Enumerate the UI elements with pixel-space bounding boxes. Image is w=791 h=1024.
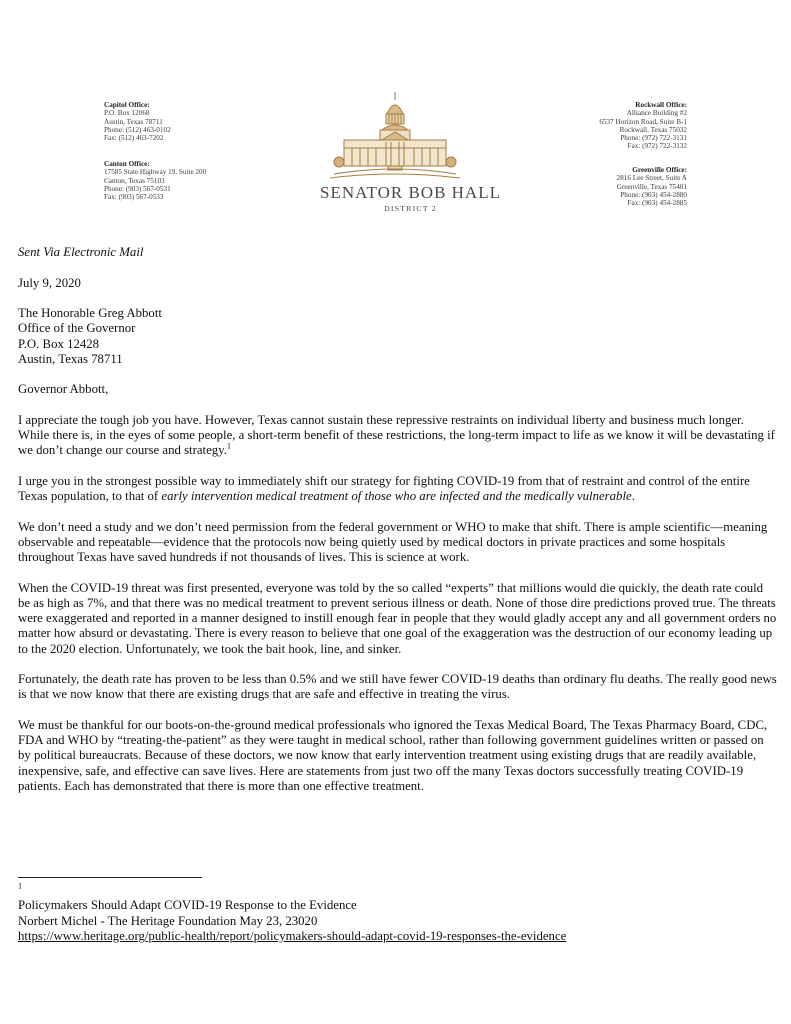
greenville-office-heading: Greenville Office: (632, 166, 687, 174)
footnote-link-line (18, 929, 778, 944)
paragraph-text: I urge you in the strongest possible way to immediately shift our strategy for fighting COVID-19 from that of restraint and control of the entire Texas population, to that of (18, 473, 750, 504)
paragraph-text: I appreciate the tough job you have. However, Texas cannot sustain these repressive restraints on individual liberty and business much longer. While there is, in the eyes of some people, a short-term benefit of these restrictions, the long-term impact to life as we know it will be devastating if we don’t change our course and strategy. (18, 412, 775, 458)
district-label: DISTRICT 2 (384, 204, 437, 213)
delivery-note-text: Sent Via Electronic Mail (18, 245, 144, 259)
greenville-office-block (617, 166, 687, 207)
rockwall-office-line: Rockwall, Texas 75032 (619, 125, 687, 134)
canton-office-line: 17585 State Highway 19, Suite 200 (104, 168, 207, 177)
delivery-note (18, 245, 778, 260)
letter-body (18, 245, 778, 809)
greenville-office-line: Fax: (903) 454-2885 (627, 199, 687, 208)
rockwall-office-line: Alliance Building #2 (626, 109, 687, 118)
capitol-office-line: P.O. Box 12068 (104, 109, 150, 118)
paragraph: We don’t need a study and we don’t need permission from the federal government or WHO to make that shift. There is ample scientific—meaning observable and repeatable—evidence that the protocols now being quietly used by medical doctors in private practices and some hospitals throughout Texas have saved hundreds if not thousands of lives. This is science at work. (18, 519, 768, 565)
capitol-office-line: Austin, Texas 78711 (104, 117, 163, 126)
footnote-title (18, 883, 778, 914)
salutation: Governor Abbott, (18, 382, 109, 397)
capitol-office-heading: Capitol Office: (104, 101, 150, 109)
greenville-office-line: Phone: (903) 454-2880 (620, 190, 687, 199)
recipient-line: The Honorable Greg Abbott (18, 306, 162, 321)
paragraph (18, 413, 778, 459)
capitol-office-line: Phone: (512) 463-0102 (104, 125, 171, 134)
greenville-office-line: 2816 Lee Street, Suite A (616, 174, 687, 183)
emphasized-text: early intervention medical treatment of those who are infected and the medically vulnerable (161, 489, 632, 504)
footnote-block (18, 883, 778, 945)
paragraph: Fortunately, the death rate has proven to be less than 0.5% and we still have fewer COVID-19 deaths than ordinary flu deaths. The really good news is that we now know that there are existing drugs that are safe and effective in treating the virus. (18, 672, 777, 702)
rockwall-office-line: Phone: (972) 722-3131 (620, 134, 687, 143)
paragraph: We must be thankful for our boots-on-the-ground medical professionals who ignored the Texas Medical Board, The Texas Pharmacy Board, CDC, FDA and WHO by “treating-the-patient” as they were taught in medical school, rather than following government guidelines written or passed on by political bureaucrats. Because of these doctors, we now know that early intervention treatment using existing drugs that are readily available, inexpensive, safe, and effective can save lives. Here are statements from just two off the many Texas doctors successfully treating COVID-19 patients. Each has demonstrated that there is more than one effective treatment. (18, 717, 768, 793)
rockwall-office-line: Fax: (972) 722-3132 (627, 142, 687, 151)
rockwall-office-line: 6537 Horizon Road, Suite B-1 (599, 117, 687, 126)
capitol-building-icon (330, 90, 460, 182)
letter-date: July 9, 2020 (18, 275, 81, 290)
canton-office-line: Fax: (903) 567-0533 (104, 193, 164, 202)
letterhead (0, 0, 791, 235)
paragraph: When the COVID-19 threat was first presented, everyone was told by the so called “experts” that millions would die quickly, the death rate could be as high as 7%, and that there was no medical treatment to prevent serious illness or death. None of those dire predictions proved true. The threats were exaggerated and reported in a manner designed to instill enough fear in people that they would gladly accept any and all government orders no matter how absurd or devastating. There is every reason to believe that one goal of the exaggeration was the destruction of our economy leading up to the 2020 election. Unfortunately, we took the bait hook, line, and sinker. (18, 580, 777, 656)
capitol-office-block (104, 101, 171, 142)
footnote-link[interactable]: https://www.heritage.org/public-health/report/policymakers-should-adapt-covid-19-responses-the-evidence (18, 929, 567, 944)
recipient-line: Austin, Texas 78711 (18, 351, 123, 366)
canton-office-line: Canton, Texas 75103 (104, 176, 165, 185)
footnote-divider (18, 877, 202, 878)
capitol-office-line: Fax: (512) 463-7202 (104, 134, 164, 143)
recipient-address (18, 306, 778, 367)
footnote-source: Norbert Michel - The Heritage Foundation May 23, 23020 (18, 913, 318, 928)
recipient-line: Office of the Governor (18, 321, 136, 336)
greenville-office-line: Greenville, Texas 75401 (616, 182, 687, 191)
rockwall-office-heading: Rockwall Office: (635, 101, 687, 109)
rockwall-office-block (599, 101, 687, 151)
canton-office-heading: Canton Office: (104, 160, 150, 168)
canton-office-line: Phone: (903) 567-0531 (104, 184, 171, 193)
recipient-line: P.O. Box 12428 (18, 336, 100, 351)
footnote-title-text: Policymakers Should Adapt COVID-19 Response to the Evidence (18, 898, 357, 913)
paragraph (18, 474, 778, 504)
footnote-reference[interactable]: 1 (226, 442, 231, 452)
paragraph-text: . (631, 489, 635, 504)
footnote-marker: 1 (18, 881, 22, 891)
senator-name: SENATOR BOB HALL (320, 183, 501, 202)
